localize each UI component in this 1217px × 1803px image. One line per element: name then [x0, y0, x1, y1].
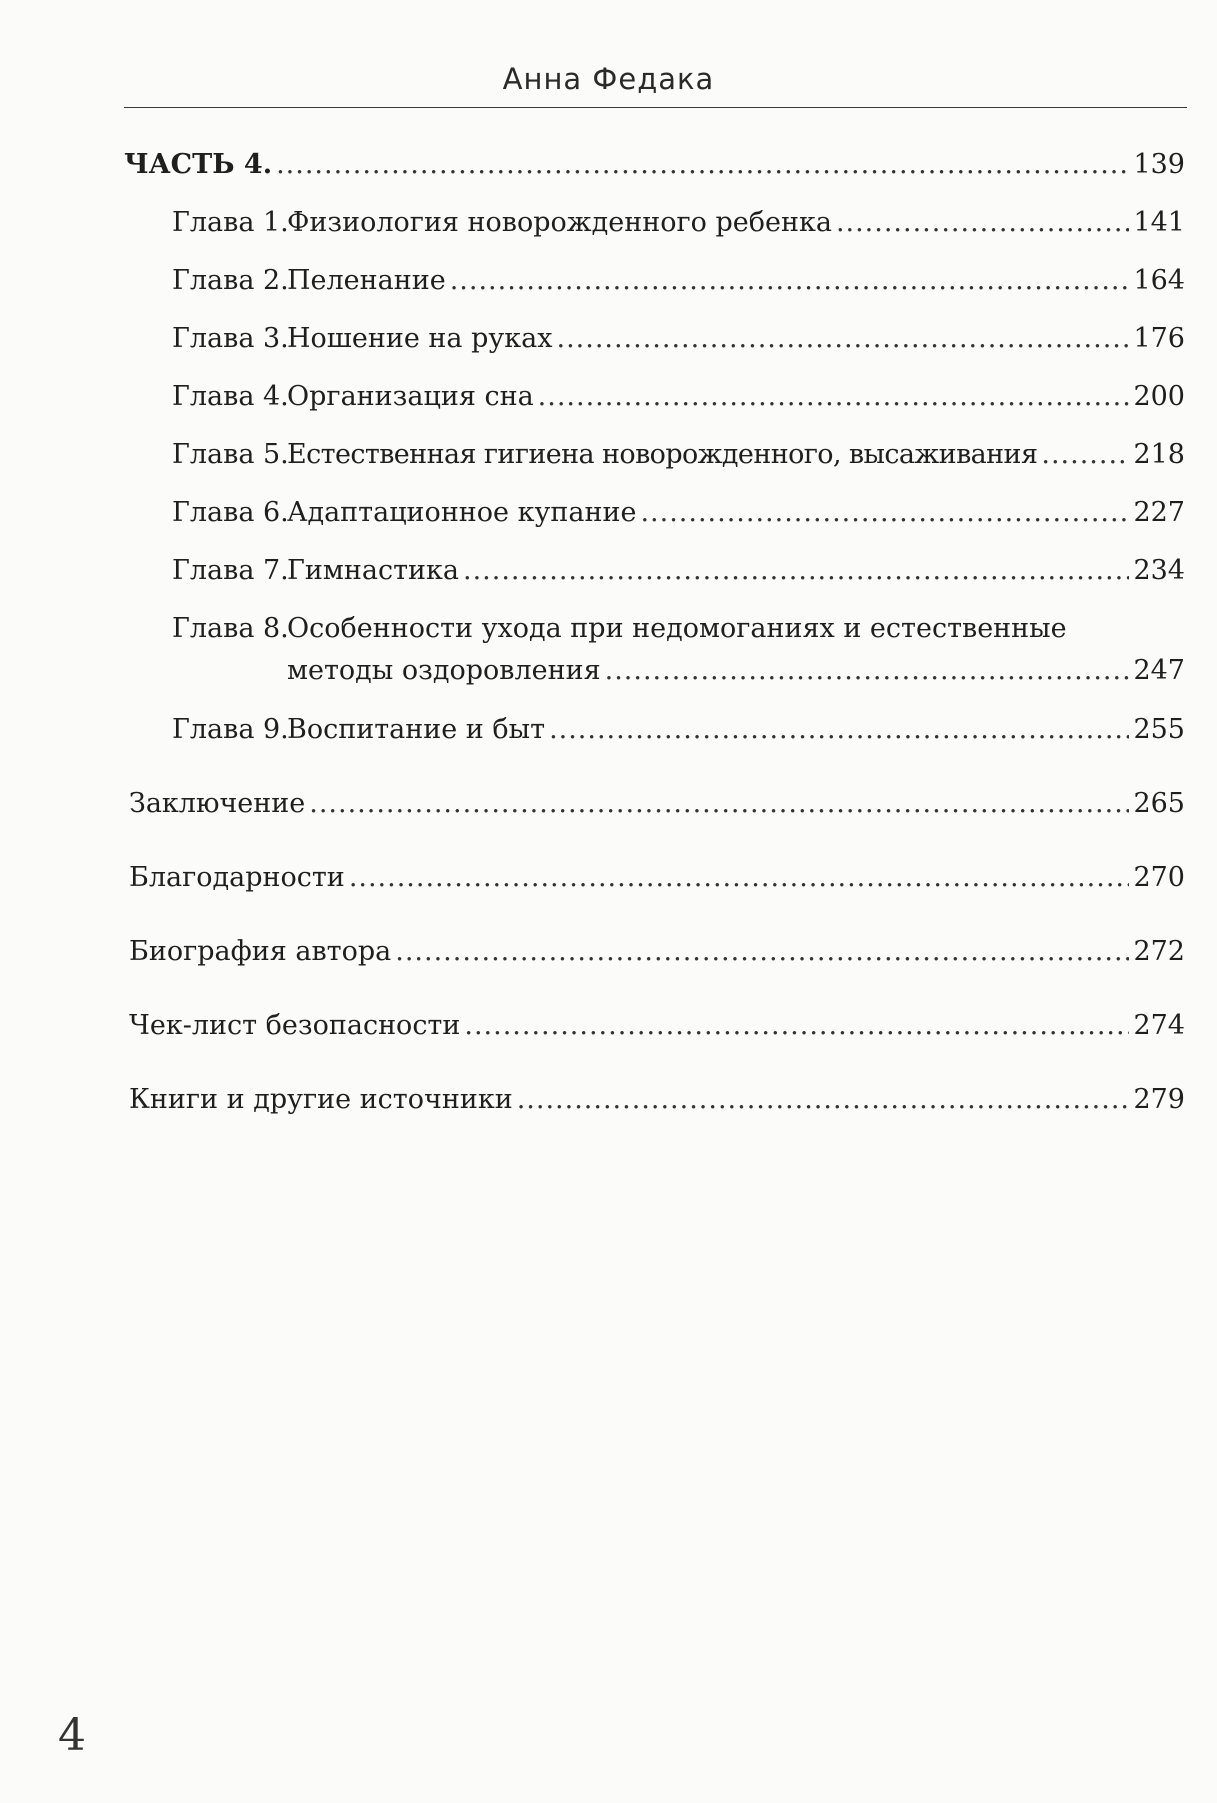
leader-dots — [450, 264, 1130, 298]
toc-page-number: 274 — [1133, 1010, 1185, 1041]
chapter-number: Глава 7. — [172, 555, 289, 586]
section-title: Благодарности — [129, 862, 345, 893]
section-title: Чек-лист безопасности — [129, 1010, 461, 1041]
toc-page-number: 141 — [1133, 207, 1185, 238]
section-title: Заключение — [129, 788, 306, 819]
toc-page-number: 227 — [1133, 497, 1185, 528]
chapter-title: Естественная гигиена новорожденного, высаживания — [287, 439, 1038, 470]
toc-back-matter-entry[interactable] — [129, 861, 1185, 895]
leader-dots — [464, 1009, 1129, 1043]
toc-page-number: 272 — [1133, 936, 1185, 967]
leader-dots — [836, 206, 1130, 240]
chapter-number: Глава 2. — [172, 265, 289, 296]
leader-dots — [276, 148, 1129, 182]
chapter-title: Организация сна — [287, 381, 534, 412]
toc-chapter-entry[interactable] — [172, 496, 1185, 530]
toc-page-number: 218 — [1133, 439, 1185, 470]
chapter-title: Физиология новорожденного ребенка — [287, 207, 832, 238]
toc-page-number: 247 — [1133, 655, 1185, 686]
chapter-number: Глава 1. — [172, 207, 289, 238]
chapter-title: Адаптационное купание — [287, 497, 637, 528]
chapter-title: Гимнастика — [287, 555, 459, 586]
toc-chapter-entry-line2[interactable] — [287, 654, 1185, 688]
chapter-number: Глава 4. — [172, 381, 289, 412]
toc-chapter-entry[interactable] — [172, 380, 1185, 414]
toc-back-matter-entry[interactable] — [129, 935, 1185, 969]
toc-chapter-entry[interactable] — [172, 206, 1185, 240]
toc-back-matter-entry[interactable] — [129, 787, 1185, 821]
toc-page-number: 164 — [1133, 265, 1185, 296]
toc-page-number: 270 — [1133, 862, 1185, 893]
toc-page-number: 139 — [1133, 149, 1185, 180]
toc-back-matter-entry[interactable] — [129, 1083, 1185, 1117]
leader-dots — [395, 935, 1129, 969]
leader-dots — [309, 787, 1129, 821]
toc-chapter-entry[interactable] — [172, 322, 1185, 356]
section-title: Биография автора — [129, 936, 392, 967]
chapter-title: Особенности ухода при недомоганиях и естественные — [287, 613, 1067, 644]
toc-page-number: 176 — [1133, 323, 1185, 354]
toc-chapter-entry[interactable] — [172, 554, 1185, 588]
toc-chapter-entry[interactable] — [172, 264, 1185, 298]
leader-dots — [640, 496, 1129, 530]
toc-chapter-entry-line1[interactable] — [172, 612, 1185, 646]
toc-page-number: 255 — [1133, 714, 1185, 745]
chapter-number: Глава 5. — [172, 439, 289, 470]
leader-dots — [517, 1083, 1130, 1117]
chapter-number: Глава 8. — [172, 613, 289, 644]
leader-dots — [1041, 438, 1129, 472]
chapter-title: Воспитание и быт — [287, 714, 546, 745]
leader-dots — [556, 322, 1129, 356]
chapter-number: Глава 3. — [172, 323, 289, 354]
toc-chapter-entry[interactable] — [172, 713, 1185, 747]
leader-dots — [538, 380, 1130, 414]
chapter-number: Глава 6. — [172, 497, 289, 528]
leader-dots — [549, 713, 1129, 747]
toc-page-number: 200 — [1133, 381, 1185, 412]
section-title: Книги и другие источники — [129, 1084, 513, 1115]
page-number: 4 — [58, 1710, 86, 1761]
toc-back-matter-entry[interactable] — [129, 1009, 1185, 1043]
toc-page-number: 234 — [1133, 555, 1185, 586]
chapter-number: Глава 9. — [172, 714, 289, 745]
toc-page-number: 279 — [1133, 1084, 1185, 1115]
leader-dots — [463, 554, 1129, 588]
toc-part-entry[interactable] — [124, 148, 1185, 182]
chapter-title-continuation: методы оздоровления — [287, 655, 601, 686]
running-head-author: Анна Федака — [502, 62, 715, 96]
toc-part-label: ЧАСТЬ 4. — [124, 149, 273, 180]
toc-chapter-entry[interactable] — [172, 438, 1185, 472]
leader-dots — [605, 654, 1130, 688]
toc-page-number: 265 — [1133, 788, 1185, 819]
chapter-title: Пеленание — [287, 265, 446, 296]
leader-dots — [349, 861, 1130, 895]
chapter-title: Ношение на руках — [287, 323, 553, 354]
